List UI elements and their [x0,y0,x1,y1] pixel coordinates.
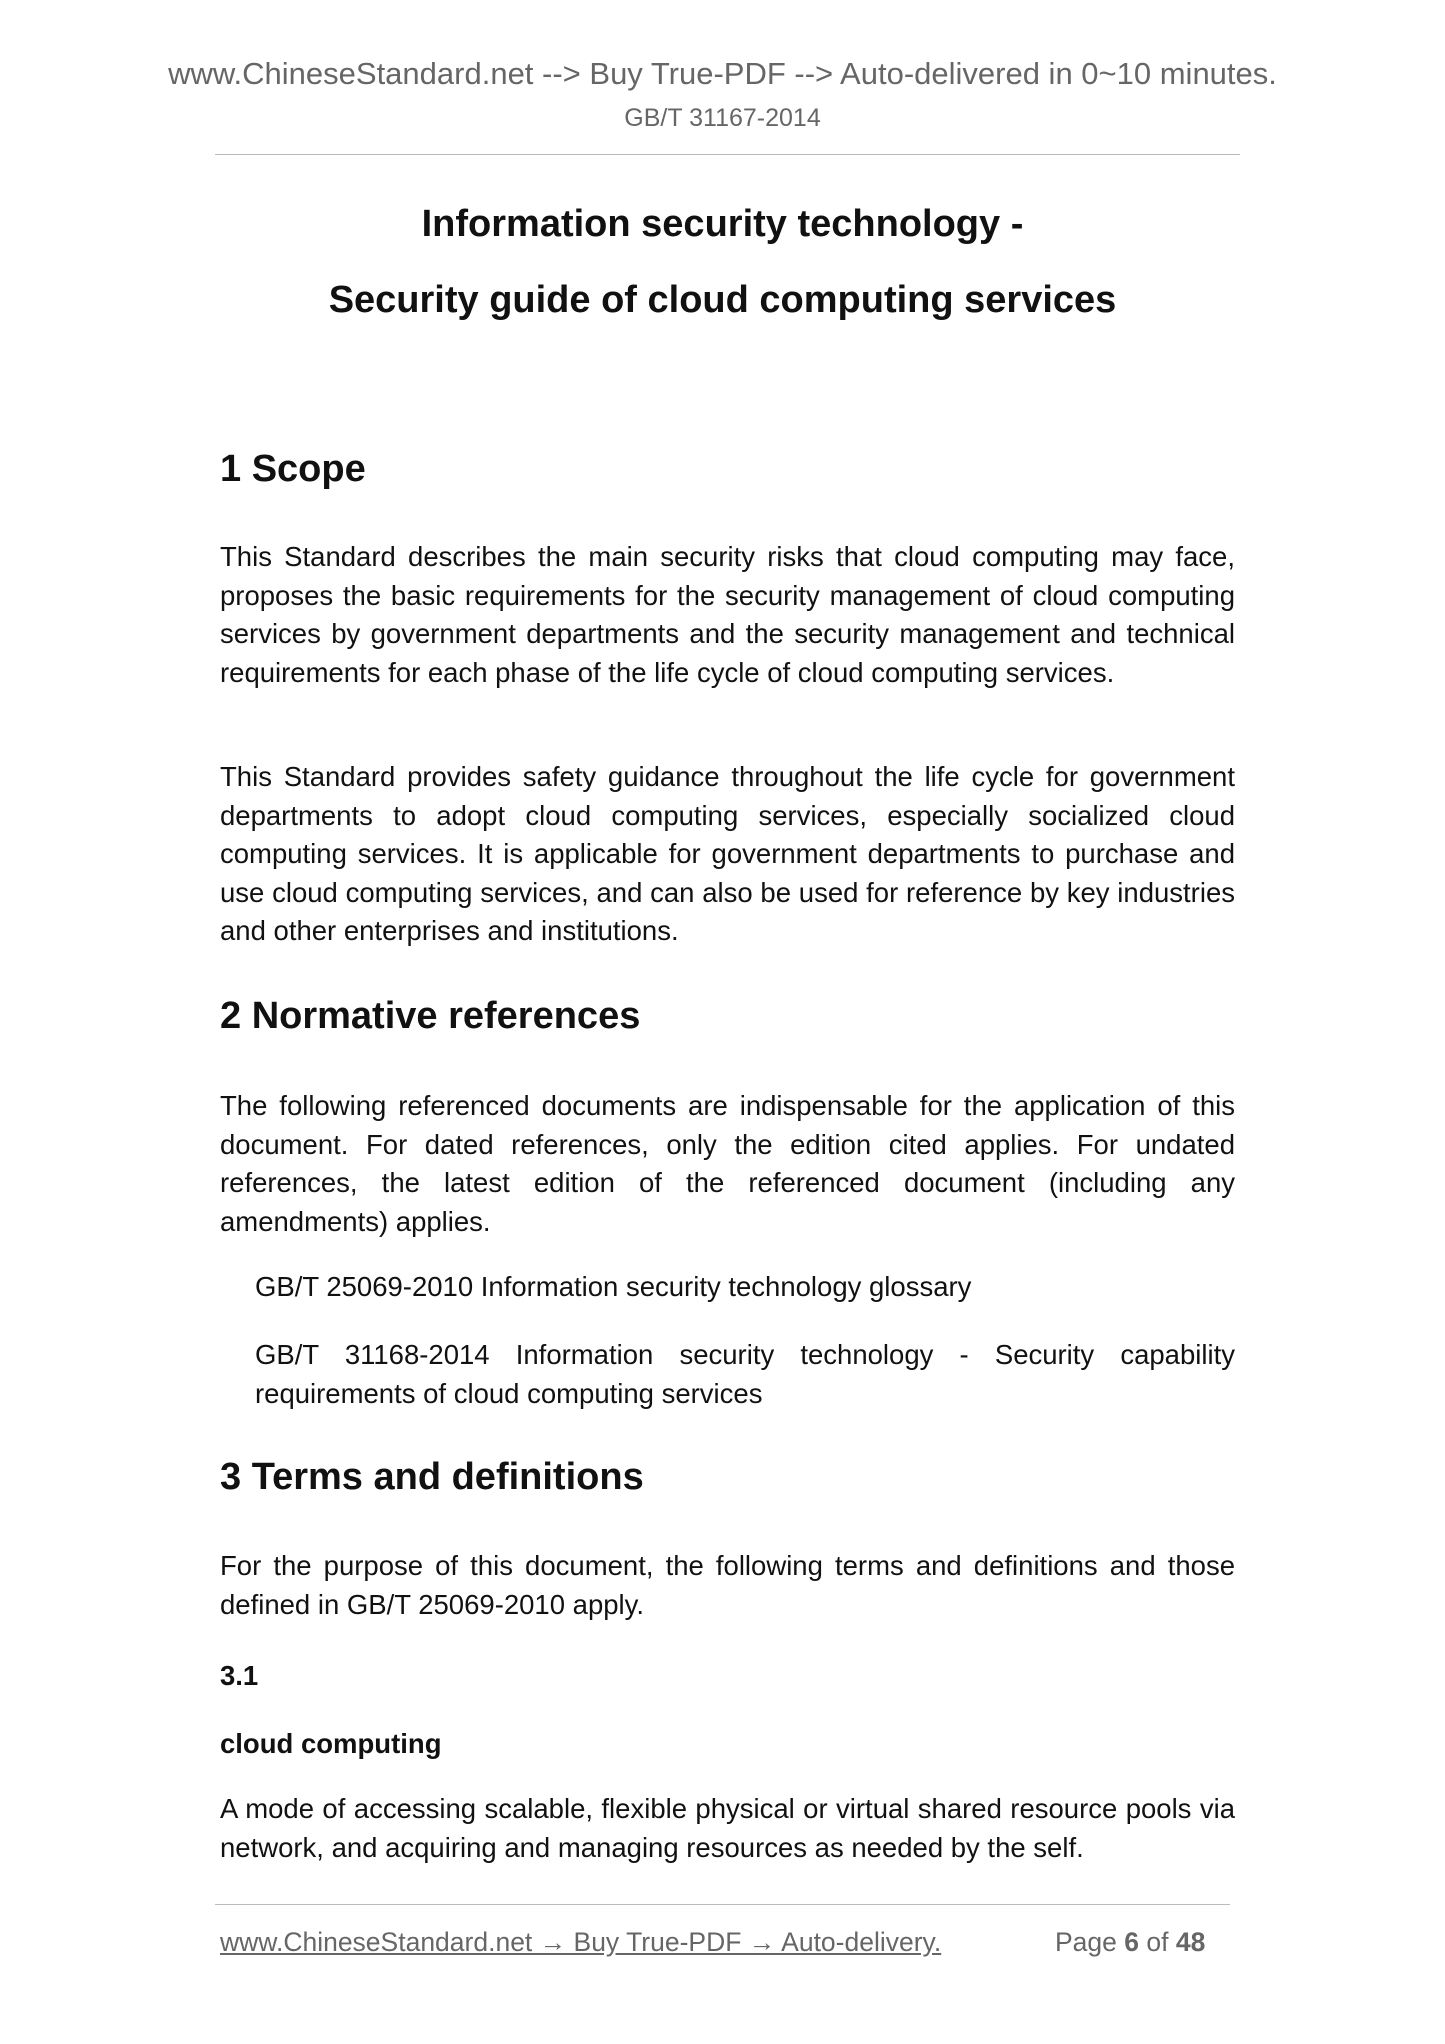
footer-divider [215,1904,1230,1905]
normative-intro-paragraph: The following referenced documents are indispensable for the application of this document. For dated references, only the edition cited applies. For undated references, the latest edition of the referenced document (including any amendments) applies. [220,1090,1235,1237]
page-indicator [1055,1927,1205,1958]
reference-item: GB/T 25069-2010 Information security technology glossary [255,1271,972,1302]
header-promo-line: www.ChineseStandard.net --> Buy True-PDF --> Auto-delivered in 0~10 minutes. [168,56,1277,91]
scope-paragraph-2: This Standard provides safety guidance throughout the life cycle for government departments to adopt cloud computing services, especially socialized cloud computing services. It is applicable for government departments to purchase and use cloud computing services, and can also be used for reference by key industries and other enterprises and institutions. [220,761,1235,946]
term-definition: A mode of accessing scalable, flexible physical or virtual shared resource pools via network, and acquiring and managing resources as needed by the self. [220,1793,1235,1863]
term-name: cloud computing [220,1728,442,1759]
section-heading-scope: 1 Scope [220,448,366,490]
scope-paragraph-1: This Standard describes the main security risks that cloud computing may face, proposes the basic requirements for the security management of cloud computing services by government departments and the security management and technical requirements for each phase of the life cycle of cloud computing services. [220,541,1235,688]
term-number: 3.1 [220,1660,259,1691]
page-of-label: of [1146,1927,1169,1957]
section-heading-terms: 3 Terms and definitions [220,1456,644,1498]
reference-item: GB/T 31168-2014 Information security technology - Security capability requirements of cloud computing services [255,1339,1235,1409]
section-heading-normative-references: 2 Normative references [220,995,641,1037]
footer-promo-link[interactable]: www.ChineseStandard.net → Buy True-PDF → Auto-delivery. [220,1927,942,1957]
terms-intro-paragraph: For the purpose of this document, the following terms and definitions and those defined in GB/T 25069-2010 apply. [220,1550,1235,1620]
document-title-line2: Security guide of cloud computing services [328,279,1117,321]
page-total: 48 [1175,1927,1206,1957]
document-title-line1: Information security technology - [421,203,1024,245]
page-current: 6 [1124,1927,1140,1957]
header-standard-code: GB/T 31167-2014 [624,104,821,132]
page-label: Page [1055,1927,1117,1957]
header-divider [215,154,1240,155]
